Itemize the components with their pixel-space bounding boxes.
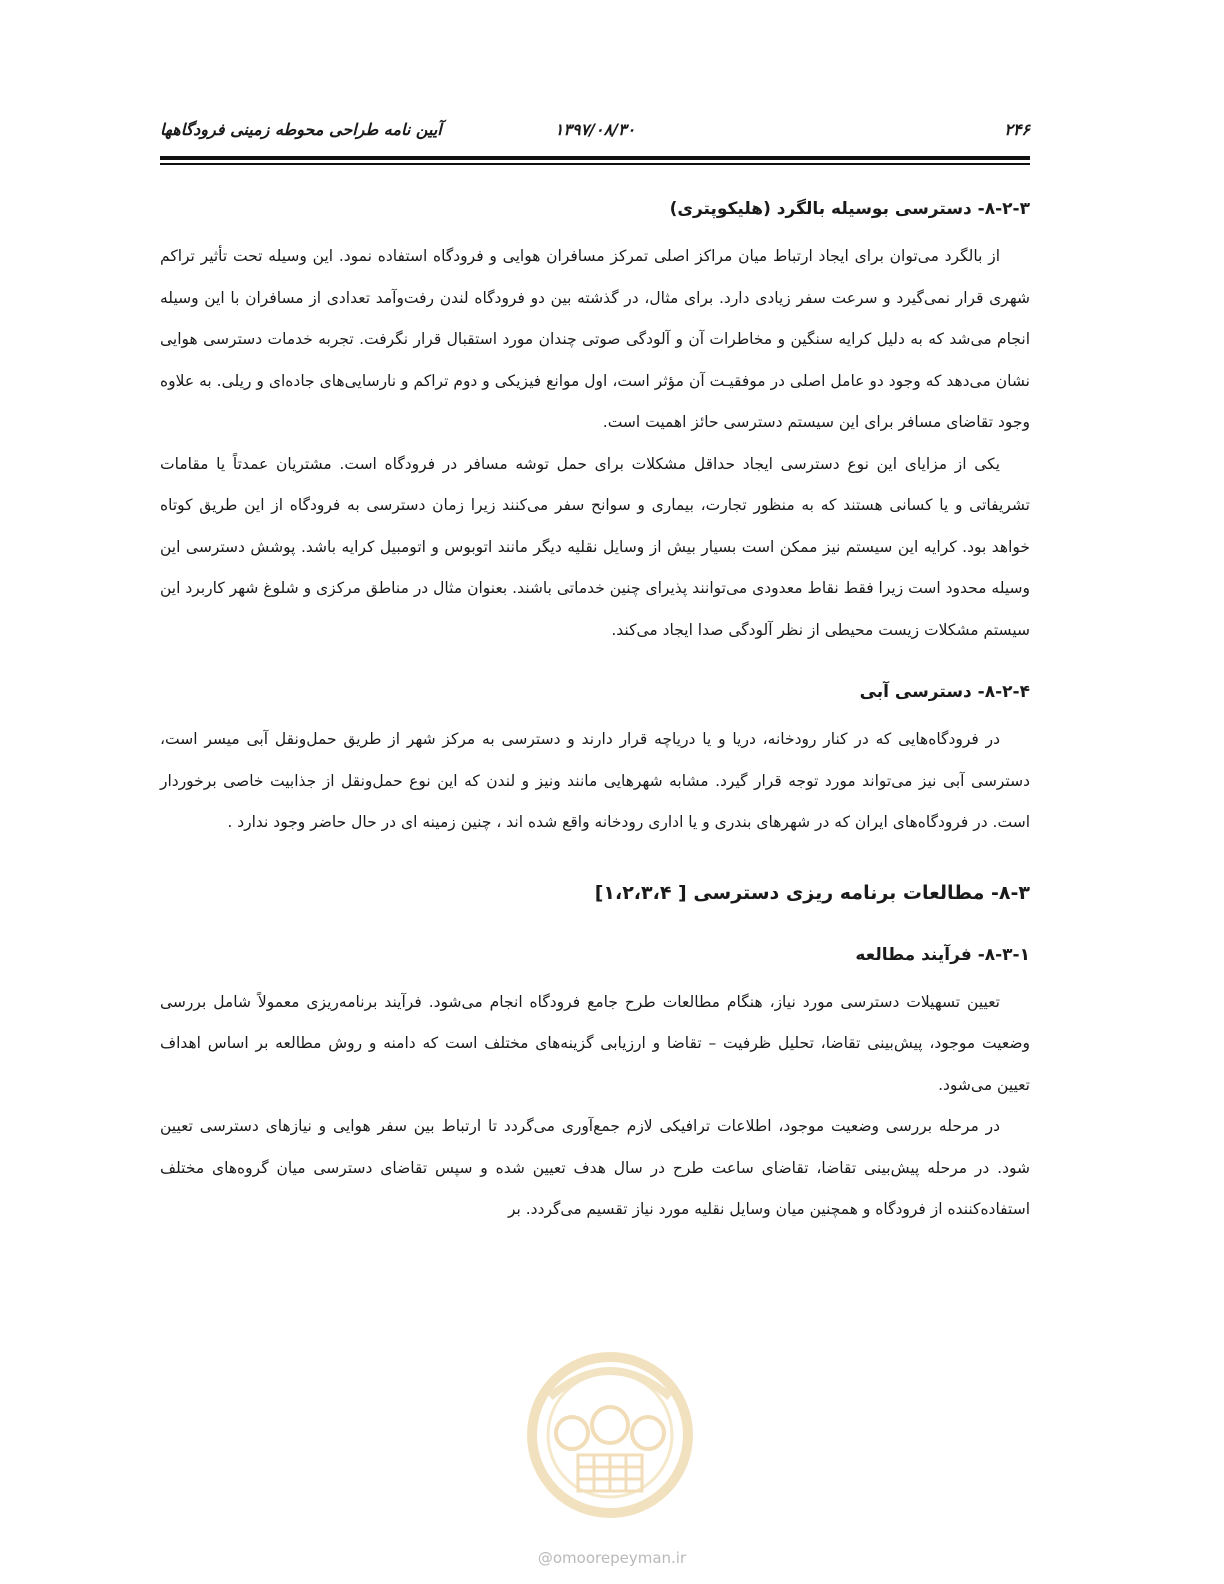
section-heading-access-planning: ۸-۳- مطالعات برنامه ریزی دسترسی [ ۱،۲،۳،۴] <box>594 881 1030 904</box>
page-number: ۲۴۶ <box>1004 120 1030 139</box>
section-heading-study-process: ۸-۳-۱- فرآیند مطالعه <box>855 944 1030 965</box>
paragraph: در فرودگاه‌هایی که در کنار رودخانه، دریا و یا دریاچه قرار دارند و دسترسی به مرکز شهر از طریق حمل‌ونقل آبی میسر است، دسترسی آبی نیز می‌تواند مورد توجه قرار گیرد. مشابه شهرهایی مانند ونیز و لندن که این نوع حمل‌ونقل از جذابیت خاصی برخوردار است. در فرودگاه‌های ایران که در شهرهای بندری و یا اداری رودخانه واقع شده اند ، چنین زمینه ای در حال حاضر وجود ندارد . <box>160 730 1030 831</box>
watermark-url: @omoorepeyman.ir <box>537 1549 687 1567</box>
paragraph: تعیین تسهیلات دسترسی مورد نیاز، هنگام مطالعات طرح جامع فرودگاه انجام می‌شود. فرآیند برنامه‌ریزی معمولاً شامل بررسی وضعیت موجود، پیش‌بینی تقاضا، تحلیل ظرفیت – تقاضا و ارزیابی گزینه‌های مختلف است که دامنه و روش مطالعه بر اساس اهداف تعیین می‌شود. <box>160 992 1030 1094</box>
paragraph: در مرحله بررسی وضعیت موجود، اطلاعات ترافیکی لازم جمع‌آوری می‌گردد تا ارتباط بین سفر هوایی و نیازهای دسترسی تعیین شود. در مرحله پیش‌بینی تقاضا، تقاضای ساعت طرح در سال هدف تعیین شده و سپس تقاضای دسترسی میان گروه‌های مختلف استفاده‌کننده از فرودگاه و همچنین میان وسایل نقلیه مورد نیاز تقسیم می‌گردد. بر <box>160 1117 1030 1218</box>
header-date: ۱۳۹۷/۰۸/۳۰ <box>554 120 636 139</box>
header-rule-thick <box>160 156 1030 160</box>
page-content <box>160 196 1030 1231</box>
section-heading-helicopter: ۸-۲-۳- دسترسی بوسیله بالگرد (هلیکوپتری) <box>669 199 1030 219</box>
section-heading-water-access: ۸-۲-۴- دسترسی آبی <box>859 682 1030 702</box>
header-title: آیین نامه طراحی محوطه زمینی فرودگاهها <box>160 120 442 139</box>
paragraph: یکی از مزایای این نوع دسترسی ایجاد حداقل مشکلات برای حمل توشه مسافر در فرودگاه است. مشتریان عمدتاً یا مقامات تشریفاتی و یا کسانی هستند که به منظور تجارت، بیماری و سوانح سفر می‌کنند زیرا زمان دسترسی به فرودگاه از این طریق کوتاه خواهد بود. کرایه این سیستم نیز ممکن است بسیار بیش از وسایل نقلیه دیگر مانند اتوبوس و اتومبیل کرایه باشد. پوشش دسترسی این وسیله محدود است زیرا فقط نقاط معدودی می‌توانند پذیرای چنین خدماتی باشند. بعنوان مثال در مناطق مرکزی و شلوغ شهر کاربرد این سیستم مشکلات زیست محیطی از نظر آلودگی صدا ایجاد می‌کند. <box>160 454 1030 639</box>
watermark-seal-icon <box>490 1325 730 1525</box>
running-header <box>160 120 1030 150</box>
header-rule-thin <box>160 163 1030 165</box>
paragraph: از بالگرد می‌توان برای ایجاد ارتباط میان مراکز اصلی تمرکز مسافران هوایی و فرودگاه استفاده نمود. این وسیله تحت تأثیر تراکم شهری قرار نمی‌گیرد و سرعت سفر زیادی دارد. برای مثال، در گذشته بین دو فرودگاه لندن رفت‌وآمد تعدادی از مسافران با این وسیله انجام می‌شد که به دلیل کرایه سنگین و مخاطرات آن و آلودگی صوتی چندان مورد استقبال قرار نگرفت. تجربه خدمات دسترسی هوایی نشان می‌دهد که وجود دو عامل اصلی در موفقیـت آن مؤثر است، اول موانع فیزیکی و دوم تراکم و نارسایی‌های جاده‌ای و ریلی. به علاوه وجود تقاضای مسافر برای این سیستم دسترسی حائز اهمیت است. <box>160 247 1030 431</box>
